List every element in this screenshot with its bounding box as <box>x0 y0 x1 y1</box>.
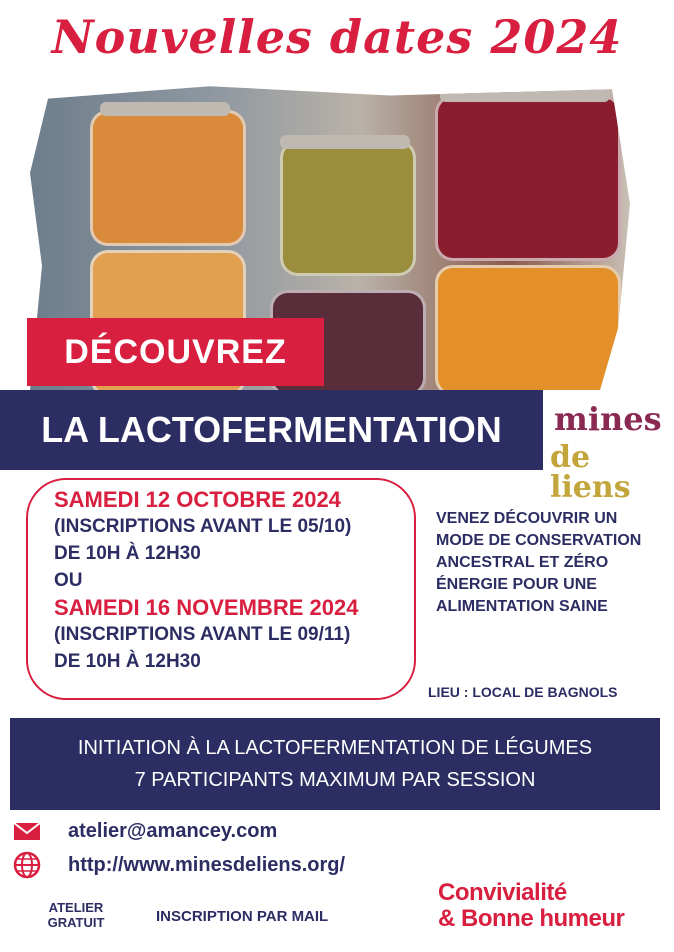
dates-box <box>26 478 416 700</box>
discover-banner: DÉCOUVREZ <box>27 318 324 386</box>
session-1-date: SAMEDI 12 OCTOBRE 2024 <box>54 487 341 512</box>
slogan-line-1: Convivialité <box>438 879 567 906</box>
separator: OU <box>54 570 83 591</box>
topic-banner: LA LACTOFERMENTATION <box>0 390 543 470</box>
logo-line1: mines <box>554 400 662 438</box>
session-2-date: SAMEDI 16 NOVEMBRE 2024 <box>54 595 359 620</box>
signup-label: INSCRIPTION PAR MAIL <box>156 908 329 925</box>
free-label <box>36 900 116 930</box>
info-line-1: INITIATION À LA LACTOFERMENTATION DE LÉGUMES <box>77 737 593 759</box>
session-2-time: DE 10H À 12H30 <box>54 651 201 672</box>
info-banner <box>10 718 660 810</box>
logo <box>548 395 662 505</box>
free-line-2: GRATUIT <box>47 915 105 930</box>
description: VENEZ DÉCOUVRIR UN MODE DE CONSERVATION ANCESTRAL ET ZÉRO ÉNERGIE POUR UNE ALIMENTATION SAINE <box>436 510 642 615</box>
session-1-time: DE 10H À 12H30 <box>54 543 201 564</box>
website-row <box>12 850 345 880</box>
session-2-deadline: (INSCRIPTIONS AVANT LE 09/11) <box>54 624 351 645</box>
location: LIEU : LOCAL DE BAGNOLS <box>428 684 618 700</box>
slogan-line-2: & Bonne humeur <box>438 905 625 932</box>
mail-icon <box>12 816 42 846</box>
website-link[interactable]: http://www.minesdeliens.org/ <box>68 853 346 876</box>
free-line-1: ATELIER <box>48 900 104 915</box>
email-link[interactable]: atelier@amancey.com <box>68 819 278 842</box>
logo-line2: de liens <box>550 440 631 505</box>
session-1-deadline: (INSCRIPTIONS AVANT LE 05/10) <box>54 516 352 537</box>
headline: Nouvelles dates 2024 <box>51 10 623 64</box>
globe-icon <box>12 850 42 880</box>
slogan <box>438 880 624 932</box>
email-row <box>12 816 277 846</box>
info-line-2: 7 PARTICIPANTS MAXIMUM PAR SESSION <box>134 769 536 791</box>
